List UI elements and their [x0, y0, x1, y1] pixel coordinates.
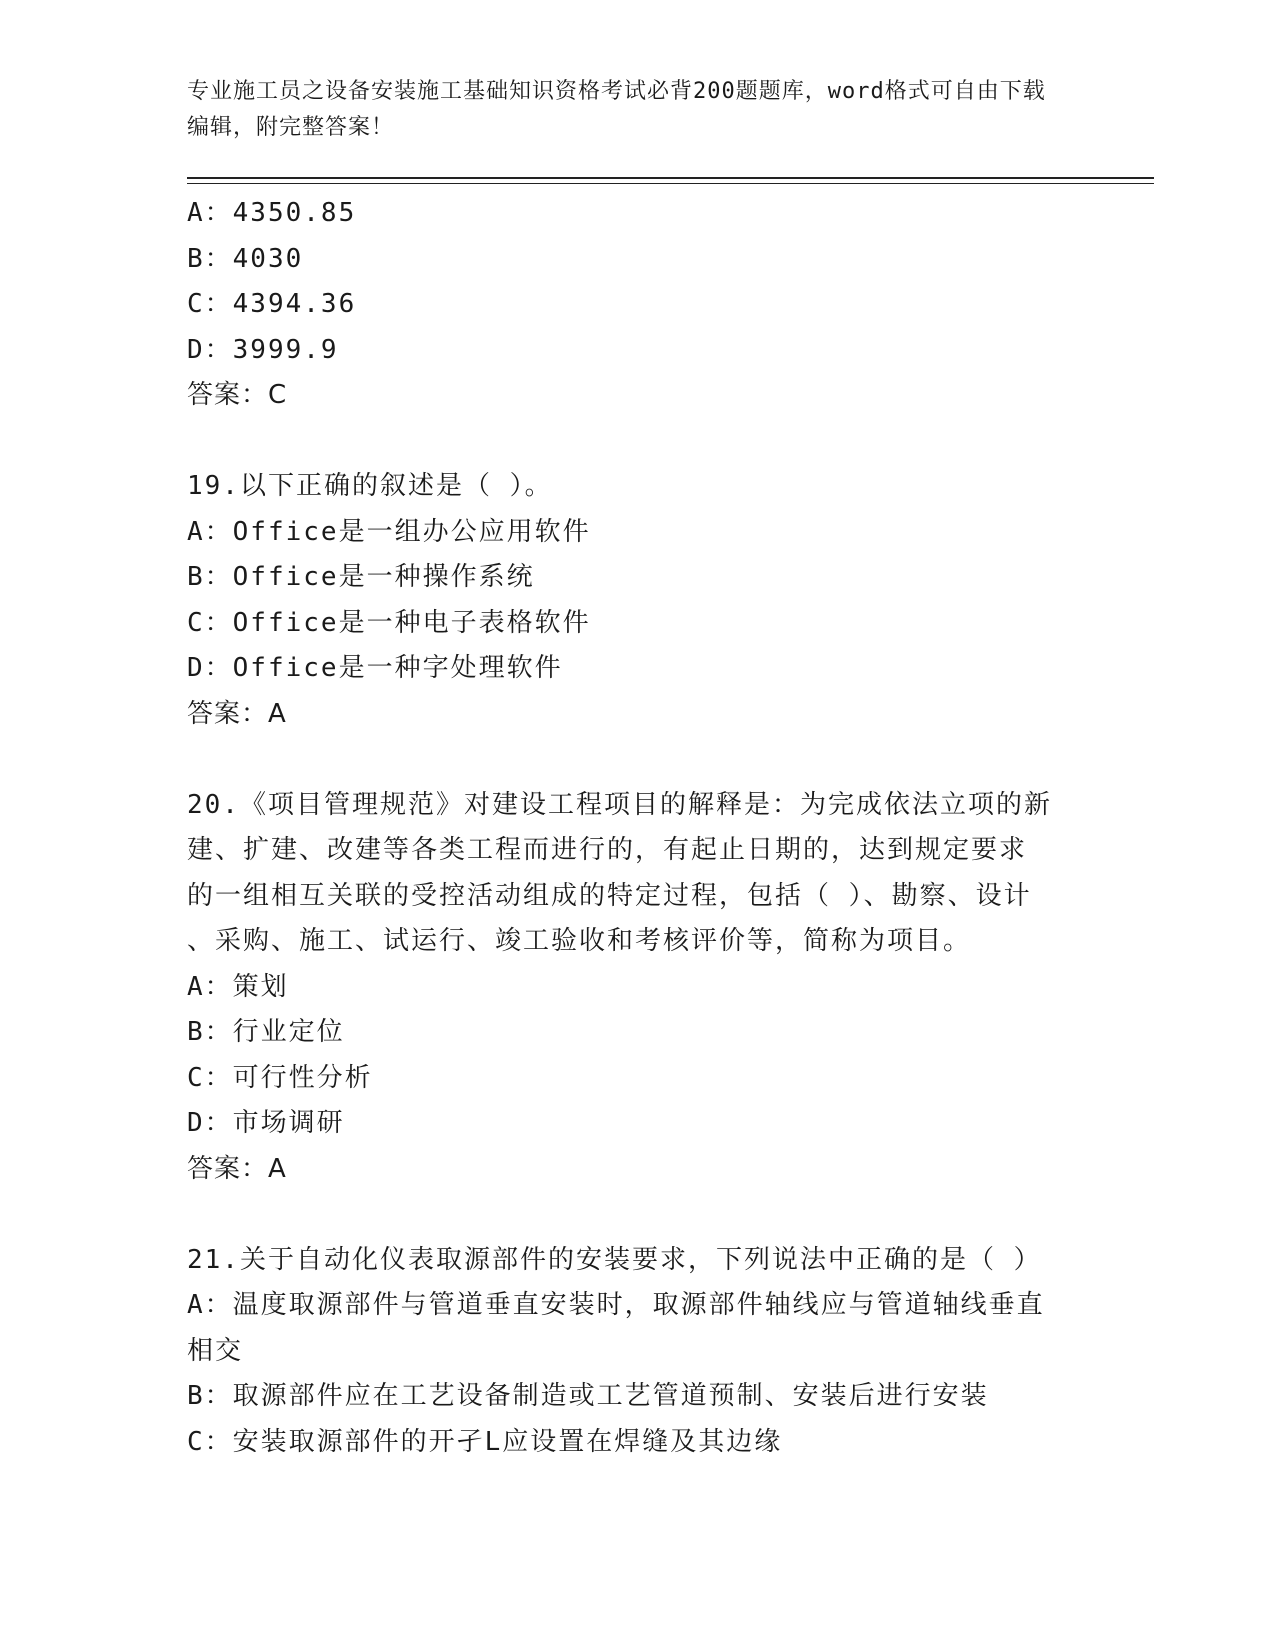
option-a: A：策划 — [187, 971, 289, 1002]
question-text: 19.以下正确的叙述是（ ）。 — [187, 471, 553, 501]
option-c: C：可行性分析 — [187, 1062, 373, 1093]
option-c: C：4394.36 — [187, 289, 357, 319]
option-a-line: A：温度取源部件与管道垂直安装时，取源部件轴线应与管道轴线垂直 — [187, 1290, 1045, 1320]
option-b: B：取源部件应在工艺设备制造或工艺管道预制、安装后进行安装 — [187, 1381, 989, 1411]
option-a-line: 相交 — [187, 1335, 244, 1366]
header-divider — [187, 177, 1154, 179]
question-20 — [187, 783, 1087, 1193]
header-divider-thin — [187, 183, 1154, 184]
option-b: B：4030 — [187, 243, 304, 274]
option-d: D：Office是一种字处理软件 — [187, 653, 563, 683]
question-text-line: 建、扩建、改建等各类工程而进行的，有起止日期的，达到规定要求 — [187, 835, 1028, 865]
option-c: C：Office是一种电子表格软件 — [187, 607, 591, 638]
spacer — [187, 737, 1087, 783]
spacer — [187, 1192, 1087, 1238]
question-text-line: 的一组相互关联的受控活动组成的特定过程，包括（ ）、勘察、设计 — [187, 880, 1032, 911]
question-text-line: 20.《项目管理规范》对建设工程项目的解释是：为完成依法立项的新 — [187, 789, 1052, 820]
spacer — [187, 419, 1087, 465]
answer-line: 答案：A — [187, 698, 287, 729]
question-18 — [187, 191, 1087, 419]
question-text: 21.关于自动化仪表取源部件的安装要求，下列说法中正确的是（ ） — [187, 1244, 1042, 1275]
answer-line: 答案：A — [187, 1153, 287, 1184]
option-d: D：市场调研 — [187, 1108, 345, 1138]
option-d: D：3999.9 — [187, 334, 339, 365]
option-c: C：安装取源部件的开孑L应设置在焊缝及其边缘 — [187, 1426, 783, 1457]
option-a: A：4350.85 — [187, 198, 357, 228]
question-content — [187, 191, 1087, 1465]
question-19 — [187, 464, 1087, 737]
option-a: A：Office是一组办公应用软件 — [187, 516, 591, 547]
question-text-line: 、采购、施工、试运行、竣工验收和考核评价等，简称为项目。 — [187, 926, 972, 956]
option-b: B：行业定位 — [187, 1017, 345, 1047]
answer-line: 答案：C — [187, 380, 288, 410]
question-21 — [187, 1238, 1087, 1466]
option-b: B：Office是一种操作系统 — [187, 562, 535, 592]
page-header: 专业施工员之设备安装施工基础知识资格考试必背200题题库，word格式可自由下载编辑，附完整答案！ — [187, 79, 1046, 140]
